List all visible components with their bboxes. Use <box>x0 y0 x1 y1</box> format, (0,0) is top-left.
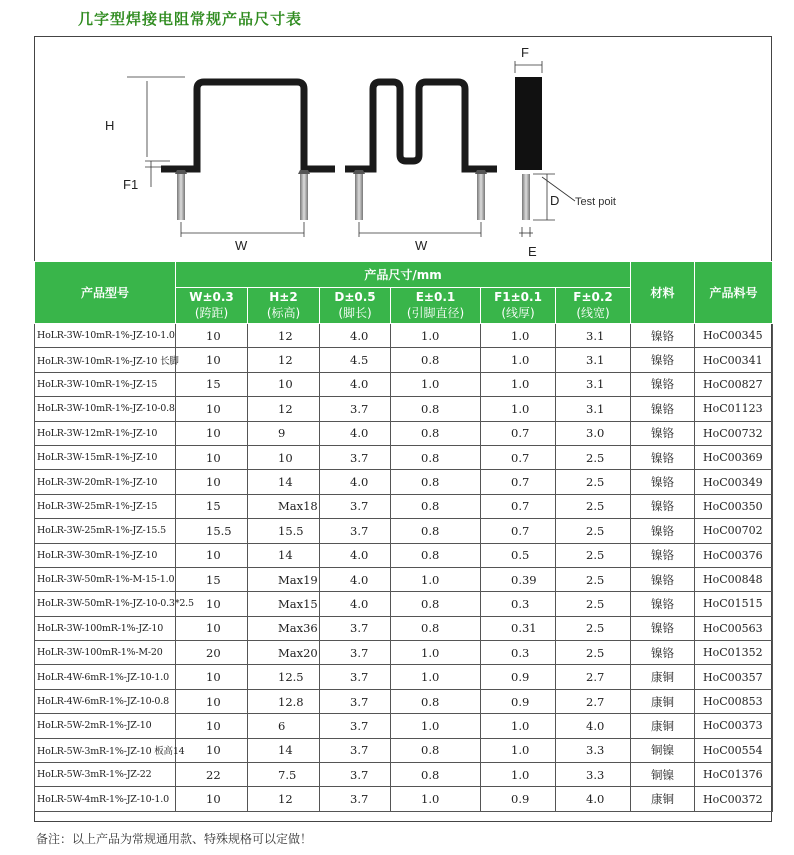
cell-f1: 0.9 <box>481 689 556 713</box>
cell-d: 3.7 <box>320 787 391 811</box>
table-row <box>35 494 773 518</box>
table-row <box>35 689 773 713</box>
cell-material: 镍铬 <box>631 641 695 665</box>
cell-f: 3.1 <box>556 348 631 372</box>
cell-part: HoC00369 <box>695 445 773 469</box>
cell-part: HoC00341 <box>695 348 773 372</box>
cell-e: 1.0 <box>391 324 481 348</box>
cell-material: 镍铬 <box>631 543 695 567</box>
cell-material: 镍铬 <box>631 397 695 421</box>
header-w: W±0.3 (跨距) <box>176 288 248 324</box>
cell-w: 10 <box>176 665 248 689</box>
cell-h: 12 <box>248 324 320 348</box>
d-label: D <box>550 193 560 208</box>
cell-f: 2.7 <box>556 665 631 689</box>
cell-f: 3.3 <box>556 763 631 787</box>
cell-model: HoLR-4W-6mR-1%-JZ-10-1.0 <box>35 665 176 689</box>
table-row <box>35 641 773 665</box>
cell-f: 3.1 <box>556 324 631 348</box>
table-row <box>35 567 773 591</box>
cell-f1: 1.0 <box>481 714 556 738</box>
header-d: D±0.5 (脚长) <box>320 288 391 324</box>
cell-h: Max19 <box>248 567 320 591</box>
cell-d: 4.5 <box>320 348 391 372</box>
cell-f: 3.0 <box>556 421 631 445</box>
cell-w: 10 <box>176 348 248 372</box>
cell-d: 4.0 <box>320 324 391 348</box>
cell-d: 3.7 <box>320 665 391 689</box>
cell-h: 9 <box>248 421 320 445</box>
cell-d: 4.0 <box>320 421 391 445</box>
cell-d: 3.7 <box>320 397 391 421</box>
cell-material: 铜镍 <box>631 763 695 787</box>
cell-h: 12.8 <box>248 689 320 713</box>
cell-model: HoLR-3W-50mR-1%-M-15-1.0 <box>35 567 176 591</box>
cell-material: 康铜 <box>631 787 695 811</box>
cell-h: 14 <box>248 470 320 494</box>
cell-material: 镍铬 <box>631 445 695 469</box>
cell-material: 镍铬 <box>631 421 695 445</box>
f1-label: F1 <box>123 177 139 192</box>
cell-w: 15 <box>176 372 248 396</box>
cell-e: 0.8 <box>391 421 481 445</box>
cell-f1: 0.9 <box>481 665 556 689</box>
cell-part: HoC00373 <box>695 714 773 738</box>
table-row <box>35 763 773 787</box>
cell-f1: 1.0 <box>481 372 556 396</box>
cell-f: 4.0 <box>556 714 631 738</box>
cell-part: HoC00357 <box>695 665 773 689</box>
cell-part: HoC00349 <box>695 470 773 494</box>
cell-model: HoLR-3W-100mR-1%-M-20 <box>35 641 176 665</box>
cell-f: 2.7 <box>556 689 631 713</box>
cell-w: 10 <box>176 421 248 445</box>
w-label-1: W <box>235 238 248 253</box>
cell-h: Max20 <box>248 641 320 665</box>
cell-h: 15.5 <box>248 519 320 543</box>
cell-e: 0.8 <box>391 494 481 518</box>
table-row <box>35 397 773 421</box>
cell-h: 6 <box>248 714 320 738</box>
cell-part: HoC00350 <box>695 494 773 518</box>
cell-material: 康铜 <box>631 665 695 689</box>
cell-model: HoLR-5W-3mR-1%-JZ-10 板高14 <box>35 738 176 762</box>
cell-material: 镍铬 <box>631 372 695 396</box>
header-e: E±0.1 (引脚直径) <box>391 288 481 324</box>
cell-d: 4.0 <box>320 567 391 591</box>
header-f: F±0.2 (线宽) <box>556 288 631 324</box>
cell-d: 3.7 <box>320 763 391 787</box>
cell-f1: 0.39 <box>481 567 556 591</box>
cell-e: 1.0 <box>391 567 481 591</box>
cell-f: 2.5 <box>556 641 631 665</box>
cell-h: 12 <box>248 787 320 811</box>
cell-e: 0.8 <box>391 689 481 713</box>
cell-w: 15 <box>176 494 248 518</box>
cell-f1: 0.9 <box>481 787 556 811</box>
cell-h: 10 <box>248 445 320 469</box>
cell-d: 3.7 <box>320 738 391 762</box>
cell-w: 10 <box>176 592 248 616</box>
cell-material: 镍铬 <box>631 519 695 543</box>
cell-f: 3.1 <box>556 372 631 396</box>
cell-part: HoC00848 <box>695 567 773 591</box>
w-dimension-2 <box>359 222 481 237</box>
cell-w: 10 <box>176 787 248 811</box>
spec-table-body <box>35 324 773 812</box>
spec-table <box>34 261 773 812</box>
cell-model: HoLR-3W-25mR-1%-JZ-15.5 <box>35 519 176 543</box>
cell-w: 10 <box>176 470 248 494</box>
cell-e: 1.0 <box>391 787 481 811</box>
cell-f: 2.5 <box>556 470 631 494</box>
cell-model: HoLR-3W-25mR-1%-JZ-15 <box>35 494 176 518</box>
cell-f1: 0.7 <box>481 421 556 445</box>
cell-f1: 0.5 <box>481 543 556 567</box>
table-row <box>35 665 773 689</box>
cell-part: HoC01515 <box>695 592 773 616</box>
cell-model: HoLR-4W-6mR-1%-JZ-10-0.8 <box>35 689 176 713</box>
table-row <box>35 738 773 762</box>
table-row <box>35 348 773 372</box>
cell-e: 1.0 <box>391 714 481 738</box>
cell-e: 0.8 <box>391 519 481 543</box>
cell-e: 0.8 <box>391 543 481 567</box>
cell-d: 3.7 <box>320 616 391 640</box>
cell-e: 1.0 <box>391 372 481 396</box>
cell-material: 镍铬 <box>631 616 695 640</box>
table-row <box>35 616 773 640</box>
cell-e: 0.8 <box>391 738 481 762</box>
table-row <box>35 543 773 567</box>
w-dimension-1 <box>181 222 304 237</box>
resistor-side-view <box>515 61 575 237</box>
resistor-bridge-shape <box>161 82 335 220</box>
cell-model: HoLR-3W-10mR-1%-JZ-10-1.0 <box>35 324 176 348</box>
cell-f: 2.5 <box>556 567 631 591</box>
cell-d: 4.0 <box>320 592 391 616</box>
cell-d: 3.7 <box>320 445 391 469</box>
cell-h: 14 <box>248 738 320 762</box>
table-row <box>35 714 773 738</box>
cell-h: 12 <box>248 397 320 421</box>
cell-d: 4.0 <box>320 372 391 396</box>
cell-e: 0.8 <box>391 470 481 494</box>
cell-d: 4.0 <box>320 470 391 494</box>
cell-part: HoC00554 <box>695 738 773 762</box>
cell-h: 7.5 <box>248 763 320 787</box>
cell-e: 0.8 <box>391 616 481 640</box>
h-label: H <box>105 118 115 133</box>
resistor-m-shape <box>345 82 497 220</box>
cell-material: 康铜 <box>631 689 695 713</box>
cell-model: HoLR-3W-30mR-1%-JZ-10 <box>35 543 176 567</box>
cell-d: 4.0 <box>320 543 391 567</box>
cell-d: 3.7 <box>320 714 391 738</box>
cell-h: 12.5 <box>248 665 320 689</box>
cell-w: 10 <box>176 714 248 738</box>
cell-material: 镍铬 <box>631 324 695 348</box>
cell-w: 10 <box>176 445 248 469</box>
cell-e: 0.8 <box>391 592 481 616</box>
table-row <box>35 372 773 396</box>
cell-h: 12 <box>248 348 320 372</box>
table-row <box>35 470 773 494</box>
cell-h: Max15 <box>248 592 320 616</box>
cell-f: 2.5 <box>556 616 631 640</box>
w-label-2: W <box>415 238 428 253</box>
cell-part: HoC00376 <box>695 543 773 567</box>
cell-w: 10 <box>176 738 248 762</box>
cell-f1: 1.0 <box>481 324 556 348</box>
table-row <box>35 592 773 616</box>
header-f1: F1±0.1 (线厚) <box>481 288 556 324</box>
test-point-label: Test poit <box>575 196 616 208</box>
cell-model: HoLR-3W-50mR-1%-JZ-10-0.3*2.5 <box>35 592 176 616</box>
cell-w: 10 <box>176 543 248 567</box>
f-label: F <box>521 45 529 60</box>
cell-w: 10 <box>176 689 248 713</box>
header-group-dimensions: 产品尺寸/mm <box>176 262 631 288</box>
cell-model: HoLR-3W-10mR-1%-JZ-15 <box>35 372 176 396</box>
footnote: 备注：以上产品为常规通用款、特殊规格可以定做！ <box>36 832 313 846</box>
cell-e: 1.0 <box>391 641 481 665</box>
page-title: 几字型焊接电阻常规产品尺寸表 <box>78 10 303 28</box>
cell-w: 22 <box>176 763 248 787</box>
cell-w: 10 <box>176 616 248 640</box>
cell-d: 3.7 <box>320 689 391 713</box>
cell-f1: 0.7 <box>481 445 556 469</box>
cell-f: 2.5 <box>556 445 631 469</box>
cell-h: Max36 <box>248 616 320 640</box>
cell-model: HoLR-3W-10mR-1%-JZ-10-0.8 <box>35 397 176 421</box>
cell-part: HoC00827 <box>695 372 773 396</box>
cell-e: 0.8 <box>391 348 481 372</box>
cell-material: 镍铬 <box>631 567 695 591</box>
cell-f1: 0.3 <box>481 641 556 665</box>
cell-part: HoC01352 <box>695 641 773 665</box>
cell-model: HoLR-3W-10mR-1%-JZ-10 长脚 <box>35 348 176 372</box>
cell-d: 3.7 <box>320 519 391 543</box>
cell-w: 20 <box>176 641 248 665</box>
cell-w: 15.5 <box>176 519 248 543</box>
cell-f1: 1.0 <box>481 738 556 762</box>
cell-part: HoC01376 <box>695 763 773 787</box>
header-part: 产品料号 <box>695 262 773 324</box>
cell-model: HoLR-5W-4mR-1%-JZ-10-1.0 <box>35 787 176 811</box>
header-model: 产品型号 <box>35 262 176 324</box>
table-row <box>35 324 773 348</box>
table-row <box>35 787 773 811</box>
cell-f1: 0.3 <box>481 592 556 616</box>
cell-f: 2.5 <box>556 543 631 567</box>
cell-f1: 1.0 <box>481 397 556 421</box>
cell-d: 3.7 <box>320 641 391 665</box>
e-label: E <box>528 244 537 259</box>
cell-material: 镍铬 <box>631 348 695 372</box>
cell-material: 镍铬 <box>631 470 695 494</box>
cell-material: 铜镍 <box>631 738 695 762</box>
header-material: 材料 <box>631 262 695 324</box>
table-row <box>35 519 773 543</box>
cell-f1: 0.7 <box>481 519 556 543</box>
cell-f: 3.1 <box>556 397 631 421</box>
cell-f: 2.5 <box>556 519 631 543</box>
cell-h: Max18 <box>248 494 320 518</box>
cell-w: 10 <box>176 324 248 348</box>
table-row <box>35 421 773 445</box>
cell-w: 15 <box>176 567 248 591</box>
cell-f1: 0.7 <box>481 470 556 494</box>
cell-material: 镍铬 <box>631 592 695 616</box>
cell-h: 10 <box>248 372 320 396</box>
cell-model: HoLR-3W-20mR-1%-JZ-10 <box>35 470 176 494</box>
cell-h: 14 <box>248 543 320 567</box>
cell-part: HoC00563 <box>695 616 773 640</box>
cell-f: 4.0 <box>556 787 631 811</box>
resistor-diagram <box>35 37 771 261</box>
header-h: H±2 (标高) <box>248 288 320 324</box>
cell-part: HoC00372 <box>695 787 773 811</box>
cell-e: 0.8 <box>391 763 481 787</box>
cell-e: 0.8 <box>391 397 481 421</box>
cell-f1: 1.0 <box>481 763 556 787</box>
cell-part: HoC00853 <box>695 689 773 713</box>
cell-model: HoLR-5W-2mR-1%-JZ-10 <box>35 714 176 738</box>
cell-e: 0.8 <box>391 445 481 469</box>
cell-d: 3.7 <box>320 494 391 518</box>
cell-f1: 1.0 <box>481 348 556 372</box>
cell-model: HoLR-3W-15mR-1%-JZ-10 <box>35 445 176 469</box>
cell-f1: 0.31 <box>481 616 556 640</box>
cell-model: HoLR-3W-12mR-1%-JZ-10 <box>35 421 176 445</box>
cell-f: 3.3 <box>556 738 631 762</box>
cell-part: HoC00345 <box>695 324 773 348</box>
cell-part: HoC00732 <box>695 421 773 445</box>
cell-f: 2.5 <box>556 494 631 518</box>
table-row <box>35 445 773 469</box>
cell-f: 2.5 <box>556 592 631 616</box>
cell-f1: 0.7 <box>481 494 556 518</box>
cell-material: 康铜 <box>631 714 695 738</box>
cell-e: 1.0 <box>391 665 481 689</box>
cell-material: 镍铬 <box>631 494 695 518</box>
cell-w: 10 <box>176 397 248 421</box>
cell-model: HoLR-5W-3mR-1%-JZ-22 <box>35 763 176 787</box>
cell-model: HoLR-3W-100mR-1%-JZ-10 <box>35 616 176 640</box>
cell-part: HoC01123 <box>695 397 773 421</box>
cell-part: HoC00702 <box>695 519 773 543</box>
